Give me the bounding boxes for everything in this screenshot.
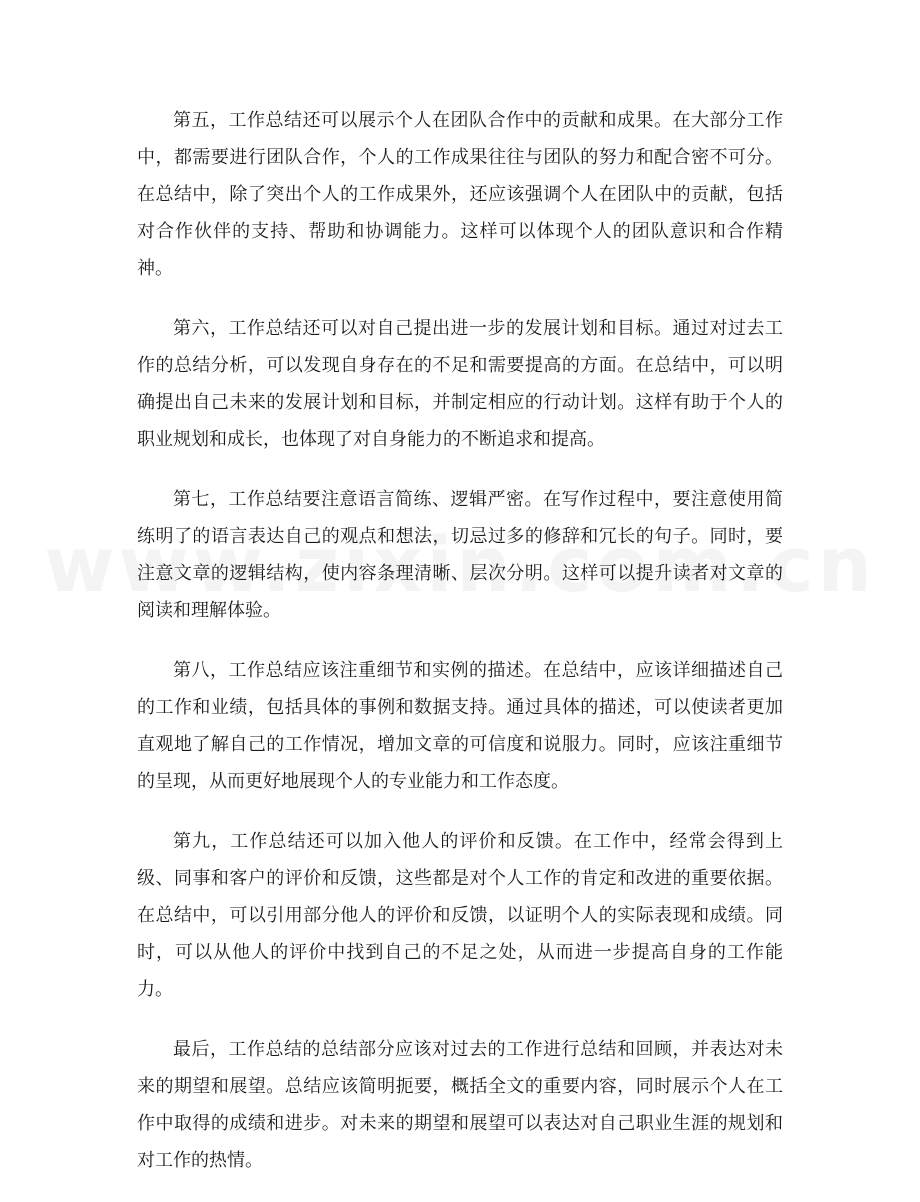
paragraph-sixth: 第六，工作总结还可以对自己提出进一步的发展计划和目标。通过对过去工作的总结分析，可以发现自身存在的不足和需要提高的方面。在总结中，可以明确提出自己未来的发展计划和目标，并制定相应的行动计划。这样有助于个人的职业规划和成长，也体现了对自身能力的不断追求和提高。: [137, 318, 783, 450]
paragraph-fifth: 第五，工作总结还可以展示个人在团队合作中的贡献和成果。在大部分工作中，都需要进行团队合作，个人的工作成果往往与团队的努力和配合密不可分。在总结中，除了突出个人的工作成果外，还应该强调个人在团队中的贡献，包括对合作伙伴的支持、帮助和协调能力。这样可以体现个人的团队意识和合作精神。: [137, 110, 783, 279]
paragraph-seventh: 第七，工作总结要注意语言简练、逻辑严密。在写作过程中，要注意使用简练明了的语言表达自己的观点和想法，切忌过多的修辞和冗长的句子。同时，要注意文章的逻辑结构，使内容条理清晰、层次分明。这样可以提升读者对文章的阅读和理解体验。: [137, 489, 783, 621]
paragraph-conclusion: 最后，工作总结的总结部分应该对过去的工作进行总结和回顾，并表达对未来的期望和展望。总结应该简明扼要，概括全文的重要内容，同时展示个人在工作中取得的成绩和进步。对未来的期望和展望可以表达对自己职业生涯的规划和对工作的热情。: [137, 1039, 783, 1171]
document-body: [137, 102, 783, 1202]
paragraph-eighth: 第八，工作总结应该注重细节和实例的描述。在总结中，应该详细描述自己的工作和业绩，包括具体的事例和数据支持。通过具体的描述，可以使读者更加直观地了解自己的工作情况，增加文章的可信度和说服力。同时，应该注重细节的呈现，从而更好地展现个人的专业能力和工作态度。: [137, 660, 783, 792]
paragraph-ninth: 第九，工作总结还可以加入他人的评价和反馈。在工作中，经常会得到上级、同事和客户的评价和反馈，这些都是对个人工作的肯定和改进的重要依据。在总结中，可以引用部分他人的评价和反馈，以证明个人的实际表现和成绩。同时，可以从他人的评价中找到自己的不足之处，从而进一步提高自身的工作能力。: [137, 831, 783, 1000]
